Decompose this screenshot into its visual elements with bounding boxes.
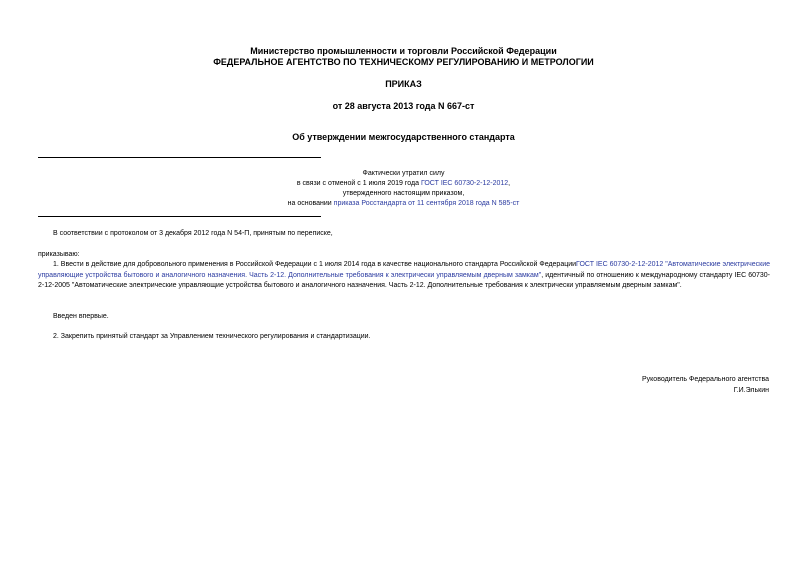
agency-name: ФЕДЕРАЛЬНОЕ АГЕНТСТВО ПО ТЕХНИЧЕСКОМУ РЕГУЛИРОВАНИЮ И МЕТРОЛОГИИ bbox=[213, 57, 594, 67]
rosstandart-order-link[interactable]: приказа Росстандарта от 11 сентября 2018 года N 585-ст bbox=[333, 200, 520, 207]
status-line-4-text: на основании bbox=[287, 200, 334, 207]
status-line-2-text: в связи с отменой с 1 июля 2019 года bbox=[296, 180, 421, 187]
status-line-3: утвержденного настоящим приказом, bbox=[342, 190, 465, 197]
order-date: от 28 августа 2013 года N 667-ст bbox=[332, 101, 475, 111]
signatory-position: Руководитель Федерального агентства bbox=[641, 376, 769, 383]
paragraph-introduced: Введен впервые. bbox=[53, 313, 109, 320]
paragraph-item-1 bbox=[38, 260, 770, 292]
item-1-text: 1. Ввести в действие для добровольного применения в Российской Федерации с 1 июля 2014 года в качестве национального стандарта Российской Федерации bbox=[53, 261, 577, 268]
paragraph-item-2: 2. Закрепить принятый стандарт за Управлением технического регулирования и стандартизации. bbox=[53, 333, 371, 340]
status-line-4 bbox=[0, 199, 807, 209]
item-1-suffix: , идентичный по отношению к международному стандарту IEC 60730-2-12-2005 "Автоматические электрические управляющие устройства бытового и аналогичного назначения. Часть 2-12. Дополнительные требования к электрически управляемым дверным замкам". bbox=[38, 271, 771, 289]
status-line-2 bbox=[0, 179, 807, 189]
ministry-name: Министерство промышленности и торговли Российской Федерации bbox=[250, 46, 557, 56]
status-divider-top bbox=[38, 157, 321, 158]
signature-block bbox=[642, 374, 769, 396]
paragraph-protocol: В соответствии с протоколом от 3 декабря 2012 года N 54-П, принятым по переписке, bbox=[53, 230, 333, 237]
order-title: ПРИКАЗ bbox=[385, 79, 422, 89]
status-divider-bottom bbox=[38, 216, 321, 217]
document-subject: Об утверждении межгосударственного стандарта bbox=[292, 132, 515, 142]
gost-link[interactable]: ГОСТ IEC 60730-2-12-2012 bbox=[420, 180, 509, 187]
status-line-1: Фактически утратил силу bbox=[362, 170, 445, 177]
signatory-name: Г.И.Элькин bbox=[733, 387, 769, 394]
paragraph-order-word: приказываю: bbox=[38, 251, 80, 258]
status-note bbox=[0, 169, 807, 209]
status-line-2-suffix: , bbox=[508, 180, 511, 187]
standard-link[interactable]: ГОСТ IEC 60730-2-12-2012 "Автоматические электрические управляющие устройства бытового и аналогичного назначения. Часть 2-12. Дополнительные требования к электрически управляемым дверным замкам" bbox=[38, 261, 770, 279]
document-header bbox=[0, 46, 807, 68]
